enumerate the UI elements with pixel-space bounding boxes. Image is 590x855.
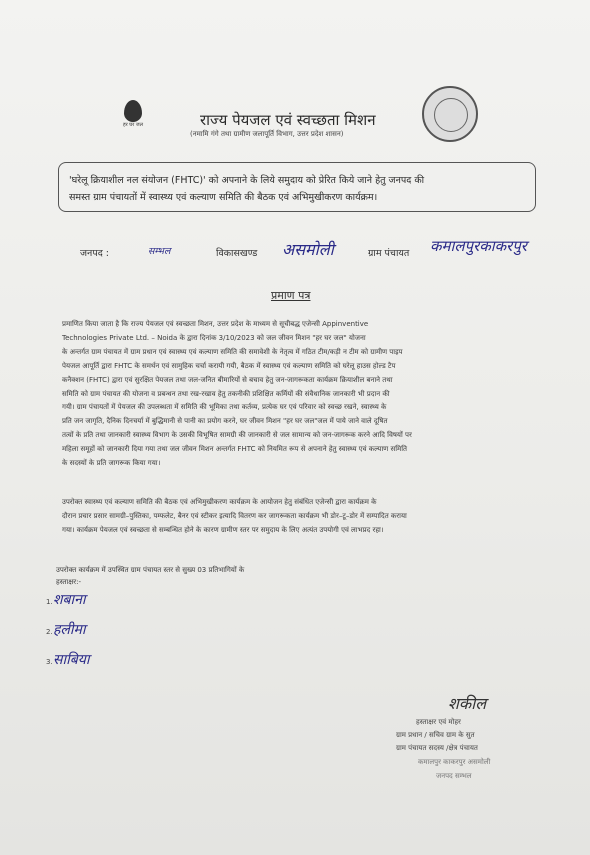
para1-line: Technologies Private Ltd. – Noida के द्वारा दिनांक 3/10/2023 को जल जीवन मिशन "हर घर जल" योजना <box>62 333 366 342</box>
gp-label: ग्राम पंचायत <box>368 248 410 259</box>
pradhan-signature: शकील <box>448 694 487 713</box>
paragraph-1 <box>62 318 527 471</box>
signatories-note-line: उपरोक्त कार्यक्रम में उपस्थित ग्राम पंचायत स्तर से सुख्य 03 प्रतिभागियों के <box>56 566 245 574</box>
signatories-note-line: हस्ताक्षर:- <box>56 578 82 586</box>
signatories-note <box>56 564 356 588</box>
mission-subtitle: (नमामि गंगे तथा ग्रामीण जलापूर्ति विभाग, उत्तर प्रदेश शासन) <box>190 130 344 138</box>
stamp-line-5: जनपद सम्भल <box>436 772 472 780</box>
district-label: जनपद : <box>80 248 109 259</box>
water-drop-icon <box>124 100 142 122</box>
signature-number: 3. <box>46 658 53 666</box>
para2-line: दौरान प्रचार प्रसार सामग्री–पुस्तिका, पम्फलेट, बैनर एवं स्टीकर इत्यादि वितरण कर जागरूकता कार्यक्रम भी डोर–टू–डोर में सम्पादित कराया <box>62 511 407 520</box>
para1-line: गयी। ग्राम पंचायतों में पेयजल की उपलब्धता में समिति की भूमिका तथा कर्तव्य, प्रत्येक घर एवं परिवार को स्वच्छ रखने, स्वास्थ्य के <box>62 403 387 412</box>
gp-value: कमालपुरकाकरपुर <box>430 237 527 255</box>
block-label: विकासखण्ड <box>216 248 258 259</box>
para1-line: महिला समूहों को जानकारी दिया गया तथा जल जीवन मिशन अन्तर्गत FHTC को नियमित रूप से अपनाने हेतु स्वास्थ्य एवं कल्याण समिति <box>62 445 408 454</box>
para1-line: समिति को ग्राम पंचायत की योजना व प्रबन्धन तथा रख-रखाव हेतु तकनीकी प्रशिक्षित कर्मियों की संवैधानिक जानकारी भी प्रदान की <box>62 389 390 398</box>
signature-3: साबिया <box>53 652 90 668</box>
stamp-line-2: ग्राम प्रधान / सचिव ग्राम के सुत <box>396 731 475 739</box>
signature-2: हलीमा <box>53 622 86 638</box>
para1-line: के अन्तर्गत ग्राम पंचायत में ग्राम प्रधान एवं स्वास्थ्य एवं कल्याण समिति की समावेशी के नेतृत्व में गठित टीम/कड़ी न टीम को ग्रामीण पाइप <box>62 347 403 356</box>
stamp-line-4: कमालपुर काकरपुर असमोली <box>418 758 491 766</box>
mission-title: राज्य पेयजल एवं स्वच्छता मिशन <box>200 111 376 129</box>
para1-line: प्रति जन जागृति, दैनिक दिनचर्या में बुद्धिमानी से पानी का प्रयोग करने, घर जीवन मिशन "हर घर जल"जल में पाये जाने वाले दूषित <box>62 417 388 426</box>
district-value: सम्भल <box>148 246 171 257</box>
para1-line: कनैक्शन (FHTC) द्वारा एवं सुरक्षित पेयजल तथा जल-जनित बीमारियों से बचाव हेतु जन-जागरूकता कार्यक्रम क्रियाशील बनाने तथा <box>62 375 393 384</box>
paragraph-2 <box>62 496 532 538</box>
para1-line: प्रमाणित किया जाता है कि राज्य पेयजल एवं स्वच्छता मिशन, उत्तर प्रदेश के माध्यम से सूचीबद्ध एजेन्सी Appinventive <box>62 320 369 328</box>
para1-line: तत्वों के प्रति तथा जानकारी स्वास्थ्य विभाग के उसकी विभूषित सामग्री की जानकारी से जल सामान्य को जन-जागरूक करने आदि विषयों पर <box>62 431 412 440</box>
para1-line: पेयजल आपूर्ति द्वारा FHTC के समर्थन एवं सामुहिक चर्चा करायी गयी, बैठक में स्वास्थ्य एवं कल्याण समिति को घरेलू हाउस होल्ड टैप <box>62 361 396 370</box>
para2-line: उपरोक्त स्वास्थ्य एवं कल्याण समिति की बैठक एवं अभिमुखीकरण कार्यक्रम के आयोजन हेतु संबंधित एजेन्सी द्वारा कार्यक्रम के <box>62 498 377 506</box>
stamp-line-3: ग्राम पंचायत सदस्य /क्षेत्र पंचायत <box>396 744 478 752</box>
block-value: असमोली <box>282 240 334 259</box>
signature-number: 1. <box>46 598 53 606</box>
signature-number: 2. <box>46 628 53 636</box>
state-emblem-icon <box>422 86 478 142</box>
signature-1: शबाना <box>53 592 86 608</box>
notice-line-2: समस्त ग्राम पंचायतों में स्वास्थ्य एवं कल्याण समिति की बैठक एवं अभिमुखीकरण कार्यक्रम। <box>69 192 378 203</box>
har-ghar-jal-logo <box>108 100 158 128</box>
notice-line-1: 'घरेलू क्रियाशील नल संयोजन (FHTC)' को अपनाने के लिये समुदाय को प्रेरित किये जाने हेतु जनपद की <box>69 175 425 186</box>
para1-line: के सदस्यों के प्रति जागरूक किया गया। <box>62 459 161 468</box>
logo-text: हर घर जल <box>123 122 143 128</box>
para2-line: गया। कार्यक्रम पेयजल एवं स्वच्छता से सम्बन्धित होने के कारण ग्रामीण स्तर पर समुदाय के लिए अत्यंत उपयोगी एवं लाभप्रद रहा। <box>62 525 384 534</box>
stamp-line-1: हस्ताक्षर एवं मोहर <box>416 718 461 726</box>
notice-box <box>58 162 536 212</box>
certificate-title: प्रमाण पत्र <box>271 289 311 302</box>
